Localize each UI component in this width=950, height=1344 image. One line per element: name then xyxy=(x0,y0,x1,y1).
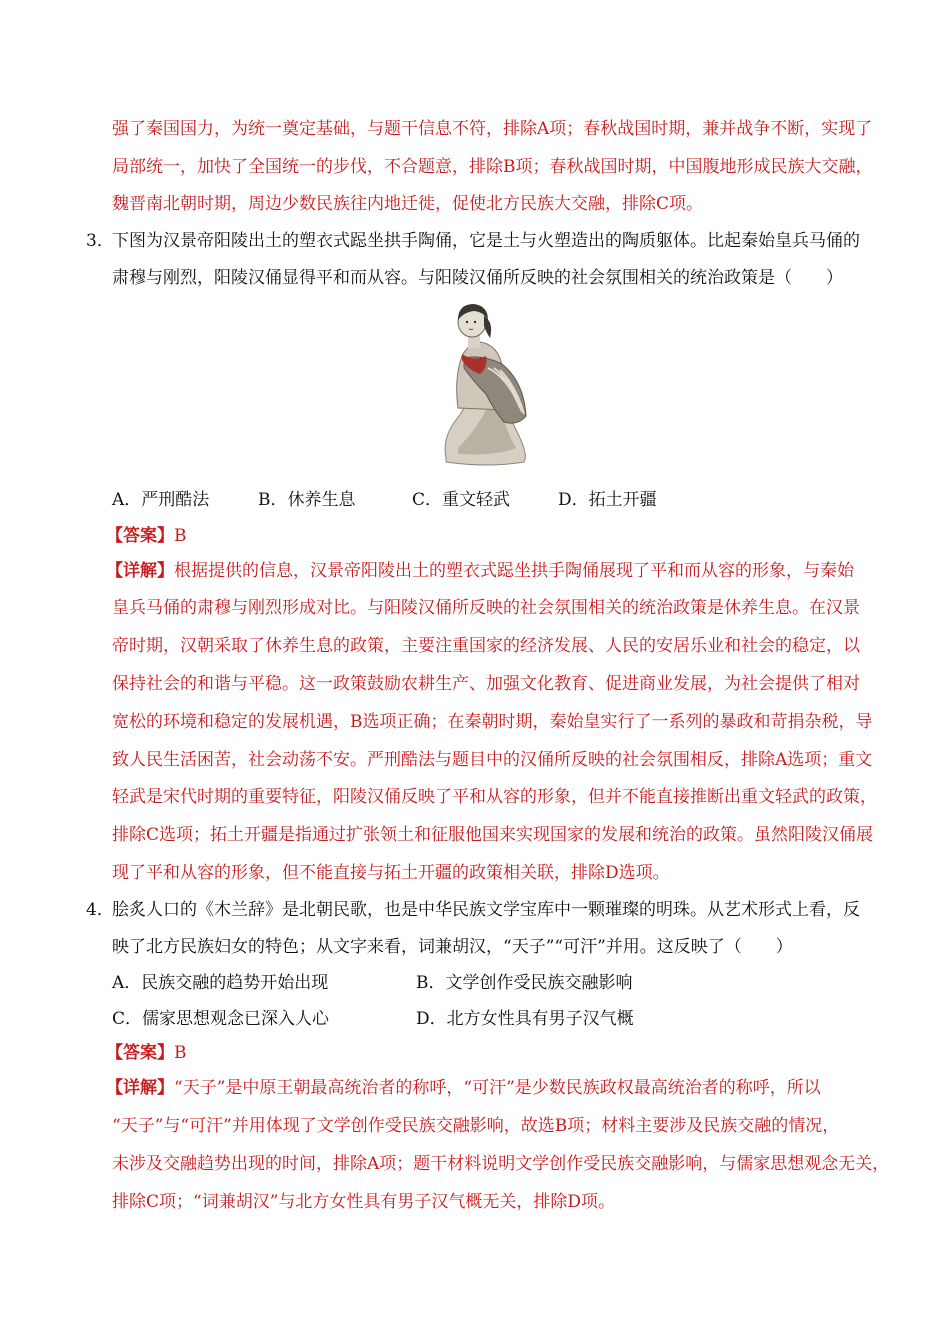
question-4-number: 4． xyxy=(86,900,114,920)
option-c: C．重文轻武 xyxy=(412,490,511,510)
detail-text: 根据提供的信息，汉景帝阳陵出土的塑衣式跽坐拱手陶俑展现了平和而从容的形象，与秦始 xyxy=(174,561,854,581)
option-b: B．文学创作受民族交融影响 xyxy=(416,973,633,993)
question-3-stem-line: 下图为汉景帝阳陵出土的塑衣式跽坐拱手陶俑，它是土与火塑造出的陶质躯体。比起秦始皇兵马俑的 xyxy=(112,231,860,251)
answer-value: B xyxy=(174,1043,187,1063)
detail-label: 【详解】 xyxy=(106,561,174,581)
detail-label: 【详解】 xyxy=(106,1078,174,1098)
answer-label: 【答案】 xyxy=(106,1043,174,1063)
question-4-detail-line: “天子”与“可汗”并用体现了文学创作受民族交融影响，故选B项；材料主要涉及民族交融的情况， xyxy=(112,1116,840,1136)
question-4-detail-line: 未涉及交融趋势出现的时间，排除A项；题干材料说明文学创作受民族交融影响，与儒家思想观念无关， xyxy=(112,1154,890,1174)
question-3-detail-line xyxy=(106,560,854,582)
prev-explanation-line: 魏晋南北朝时期，周边少数民族往内地迁徙，促使北方民族大交融，排除C项。 xyxy=(112,194,704,214)
option-d: D．北方女性具有男子汉气概 xyxy=(416,1009,634,1029)
pottery-figurine-image xyxy=(428,298,538,468)
question-3-stem-line: 肃穆与刚烈，阳陵汉俑显得平和而从容。与阳陵汉俑所反映的社会氛围相关的统治政策是（ ） xyxy=(112,268,843,288)
question-4-detail-line: 排除C项；“词兼胡汉”与北方女性具有男子汉气概无关，排除D项。 xyxy=(112,1192,616,1212)
question-3-number: 3． xyxy=(86,231,114,251)
question-4-answer xyxy=(106,1042,187,1064)
option-a: A．民族交融的趋势开始出现 xyxy=(112,973,329,993)
prev-explanation-line: 局部统一，加快了全国统一的步伐，不合题意，排除B项；春秋战国时期，中国腹地形成民族大交融， xyxy=(112,157,873,177)
question-3-detail-line: 皇兵马俑的肃穆与刚烈形成对比。与阳陵汉俑所反映的社会氛围相关的统治政策是休养生息。在汉景 xyxy=(112,598,860,618)
question-3-detail-line: 致人民生活困苦，社会动荡不安。严刑酷法与题目中的汉俑所反映的社会氛围相反，排除A选项；重文 xyxy=(112,750,873,770)
question-4-stem-line: 映了北方民族妇女的特色；从文字来看，词兼胡汉，“天子”“可汗”并用。这反映了（ ） xyxy=(112,937,793,957)
question-3-detail-line: 保持社会的和谐与平稳。这一政策鼓励农耕生产、加强文化教育、促进商业发展，为社会提供了相对 xyxy=(112,674,860,694)
question-3-detail-line: 现了平和从容的形象，但不能直接与拓土开疆的政策相关联，排除D选项。 xyxy=(112,863,670,883)
question-3-detail-line: 帝时期，汉朝采取了休养生息的政策，主要注重国家的经济发展、人民的安居乐业和社会的稳定，以 xyxy=(112,636,860,656)
question-4-stem-line: 脍炙人口的《木兰辞》是北朝民歌，也是中华民族文学宝库中一颗璀璨的明珠。从艺术形式上看，反 xyxy=(112,900,860,920)
question-3-detail-line: 排除C选项；拓土开疆是指通过扩张领土和征服他国来实现国家的发展和统治的政策。虽然阳陵汉俑展 xyxy=(112,825,874,845)
option-a: A．严刑酷法 xyxy=(112,490,210,510)
question-3-detail-line: 轻武是宋代时期的重要特征，阳陵汉俑反映了平和从容的形象，但并不能直接推断出重文轻武的政策， xyxy=(112,787,877,807)
question-3-detail-line: 宽松的环境和稳定的发展机遇，B选项正确；在秦朝时期，秦始皇实行了一系列的暴政和苛捐杂税，导 xyxy=(112,712,873,732)
option-d: D．拓土开疆 xyxy=(558,490,657,510)
answer-value: B xyxy=(174,526,187,546)
answer-label: 【答案】 xyxy=(106,526,174,546)
option-c: C．儒家思想观念已深入人心 xyxy=(112,1009,330,1029)
prev-explanation-line: 强了秦国国力，为统一奠定基础，与题干信息不符，排除A项；春秋战国时期，兼并战争不断，实现了 xyxy=(112,119,873,139)
detail-text: “天子”是中原王朝最高统治者的称呼，“可汗”是少数民族政权最高统治者的称呼，所以 xyxy=(174,1078,821,1098)
option-b: B．休养生息 xyxy=(258,490,356,510)
question-4-detail-line xyxy=(106,1077,821,1099)
question-3-answer xyxy=(106,525,187,547)
